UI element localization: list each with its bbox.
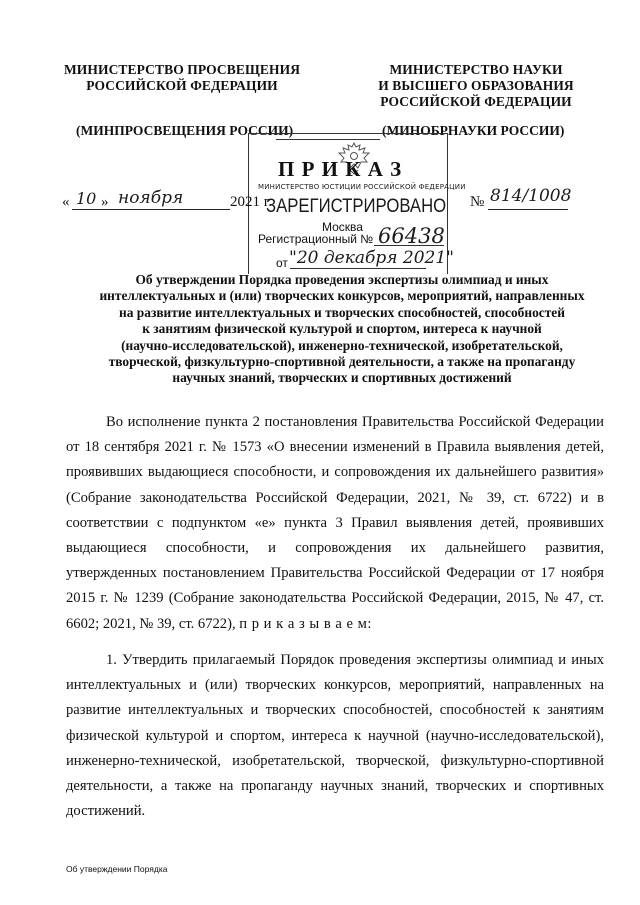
stamp-date-underline: [290, 268, 426, 269]
order-number-underline: [488, 209, 568, 210]
ministry-right: [358, 62, 594, 110]
date-underline: [72, 209, 230, 210]
ministry-left: [62, 62, 302, 94]
abbr-right: (МИНОБРНАУКИ РОССИИ): [382, 123, 565, 138]
stamp-reg-number: 66438: [378, 224, 445, 248]
document-title: [72, 272, 612, 387]
footer-note: Об утверждении Порядка: [66, 864, 168, 874]
date-day: 10: [76, 189, 97, 208]
paragraph-1-text: Во исполнение пункта 2 постановления Правительства Российской Федерации от 18 сентября 2021 г. № 1573 «О внесении изменений в Правила выявления детей, проявивших выдающиеся способности, и сопровождения их дальнейшего развития» (Собрание законодательства Российской Федерации, 2021, № 39, ст. 6722) и в соответствии с подпунктом «е» пункта 3 Правил выявления детей, проявивших выдающиеся способности, и сопровождения их дальнейшего развития, утвержденных постановлением Правительства Российской Федерации от 17 ноября 2015 г. № 1239 (Собрание законодательства Российской Федерации, 2015, № 47, ст. 6602; 2021, № 39, ст. 6722),: [66, 414, 604, 632]
order-number-label: №: [470, 194, 485, 210]
abbr-left: (МИНПРОСВЕЩЕНИЯ РОССИИ): [76, 123, 294, 138]
ministry-right-line3: РОССИЙСКОЙ ФЕДЕРАЦИИ: [380, 94, 572, 109]
title-line: интеллектуальных и (или) творческих конкурсов, мероприятий, направленных: [99, 288, 585, 304]
body-paragraph-2: 1. Утвердить прилагаемый Порядок проведения экспертизы олимпиад и иных интеллектуальных и (или) творческих конкурсов, мероприятий, направленных на развитие интеллектуальных и творческих способностей, способностей к занятиям физической культурой и спортом, интереса к научной (научно-исследовательской), инженерно-технической, изобретательской, творческой, физкультурно-спортивной деятельности, а также на пропаганду научных знаний, творческих и спортивных достижений.: [66, 652, 604, 820]
body-paragraph-1: [66, 410, 604, 637]
title-line: Об утверждении Порядка проведения экспертизы олимпиад и иных: [135, 272, 549, 287]
ministry-right-line2: И ВЫСШЕГО ОБРАЗОВАНИЯ: [378, 78, 574, 93]
order-number-value: 814/1008: [490, 186, 572, 206]
title-line: к занятиям физической культурой и спортом, интереса к научной: [142, 321, 542, 337]
title-line: творческой, физкультурно-спортивной деятельности, а также на пропаганду: [108, 354, 576, 370]
date-year: 2021 г.: [230, 194, 272, 210]
ministry-left-line2: РОССИЙСКОЙ ФЕДЕРАЦИИ: [86, 78, 278, 93]
stamp-from-label: от: [276, 256, 288, 270]
stamp-reg-date: "20 декабря 2021": [289, 248, 454, 268]
date-open-quote: «: [62, 194, 70, 210]
order-heading: П Р И К А З: [278, 157, 403, 181]
stamp-reg-label: Регистрационный №: [258, 232, 374, 246]
stamp-registered: ЗАРЕГИСТРИРОВАНО: [266, 196, 447, 217]
stamp-agency: МИНИСТЕРСТВО ЮСТИЦИИ РОССИЙСКОЙ ФЕДЕРАЦИИ: [258, 183, 466, 191]
date-month: ноября: [118, 188, 184, 208]
stamp-reg-underline: [374, 245, 444, 246]
title-line: (научно-исследовательской), инженерно-технической, изобретательской,: [121, 337, 563, 353]
ministry-right-line1: МИНИСТЕРСТВО НАУКИ: [389, 62, 563, 77]
order-word: п р и к а з ы в а е м:: [239, 615, 372, 632]
ministry-left-line1: МИНИСТЕРСТВО ПРОСВЕЩЕНИЯ: [63, 62, 301, 77]
title-line: научных знаний, творческих и спортивных достижений: [172, 370, 512, 386]
title-line: на развитие интеллектуальных и творческих способностей, способностей: [119, 304, 565, 320]
stamp-city: Москва: [322, 220, 363, 234]
date-close-quote: »: [101, 194, 109, 210]
